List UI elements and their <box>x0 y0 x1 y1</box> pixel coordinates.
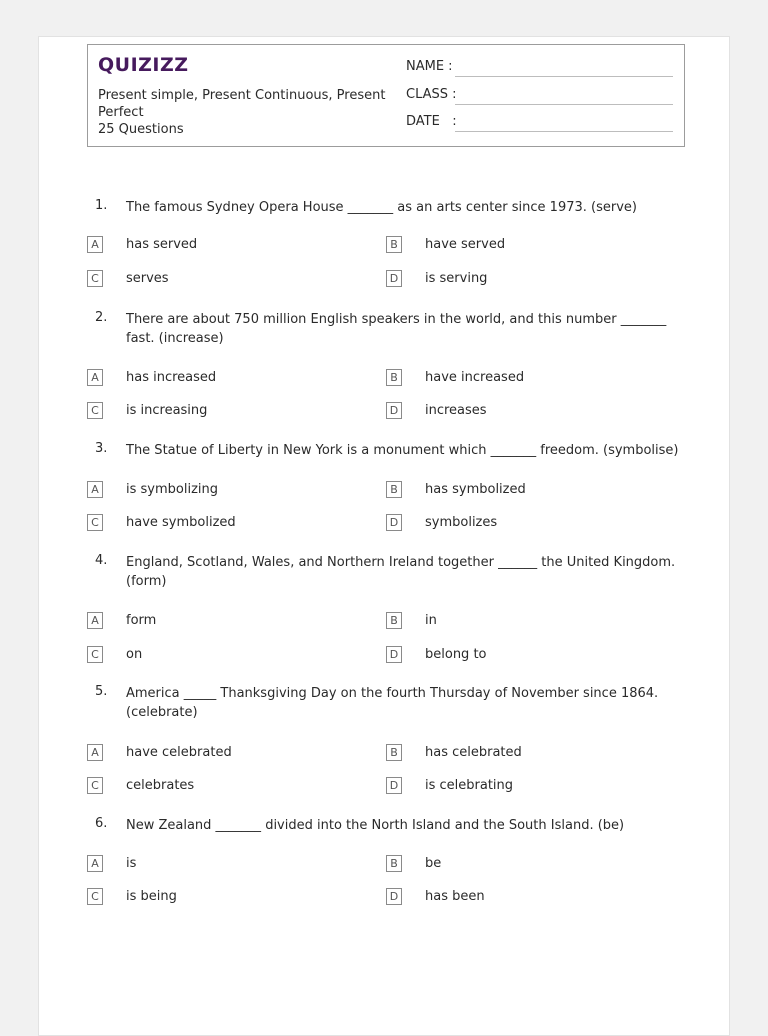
option-letter-box: D <box>386 777 402 794</box>
quizizz-logo: QUIZIZZ <box>98 54 189 76</box>
option-text: is serving <box>425 271 488 286</box>
option-letter-box: B <box>386 369 402 386</box>
option-letter-box: A <box>87 612 103 629</box>
option-letter-box: C <box>87 888 103 905</box>
question-number: 6. <box>95 816 108 831</box>
question-text: There are about 750 million English speakers in the world, and this number _______ fast. (increase) <box>126 312 667 346</box>
question-number: 1. <box>95 198 108 213</box>
option-letter-box: A <box>87 744 103 761</box>
worksheet-page <box>38 36 730 1036</box>
name-label: NAME : <box>406 59 453 74</box>
option-text: has celebrated <box>425 745 522 760</box>
worksheet-title: Present simple, Present Continuous, Present Perfect <box>98 88 386 120</box>
option-text: have increased <box>425 370 525 385</box>
option-text: is symbolizing <box>126 482 219 497</box>
option-letter-box: B <box>386 481 402 498</box>
date-label: DATE : <box>406 114 457 129</box>
option-text: have served <box>425 237 506 252</box>
option-letter-box: A <box>87 236 103 253</box>
option-letter-box: D <box>386 646 402 663</box>
worksheet-header <box>87 44 685 147</box>
option-text: increases <box>425 403 487 418</box>
option-text: have symbolized <box>126 515 236 530</box>
option-letter-box: C <box>87 777 103 794</box>
option-letter-box: D <box>386 514 402 531</box>
option-letter-box: C <box>87 514 103 531</box>
question-number: 2. <box>95 310 108 325</box>
option-text: has been <box>425 889 485 904</box>
class-field[interactable] <box>455 104 673 105</box>
option-text: on <box>126 647 143 662</box>
option-letter-box: B <box>386 612 402 629</box>
option-text: in <box>425 613 437 628</box>
option-letter-box: C <box>87 270 103 287</box>
option-letter-box: D <box>386 270 402 287</box>
option-text: form <box>126 613 157 628</box>
option-letter-box: B <box>386 236 402 253</box>
option-text: be <box>425 856 442 871</box>
option-text: have celebrated <box>126 745 232 760</box>
option-letter-box: D <box>386 402 402 419</box>
question-text: America _____ Thanksgiving Day on the fourth Thursday of November since 1864. (celebrate) <box>126 686 659 720</box>
question-text: England, Scotland, Wales, and Northern Ireland together ______ the United Kingdom. (form) <box>126 555 676 589</box>
option-letter-box: A <box>87 369 103 386</box>
option-letter-box: A <box>87 855 103 872</box>
option-letter-box: C <box>87 402 103 419</box>
option-text: symbolizes <box>425 515 498 530</box>
option-letter-box: A <box>87 481 103 498</box>
option-letter-box: C <box>87 646 103 663</box>
option-text: has served <box>126 237 198 252</box>
option-text: belong to <box>425 647 487 662</box>
option-letter-box: B <box>386 855 402 872</box>
option-text: is <box>126 856 137 871</box>
question-number: 3. <box>95 441 108 456</box>
question-number: 4. <box>95 553 108 568</box>
option-text: is celebrating <box>425 778 514 793</box>
question-text: New Zealand _______ divided into the North Island and the South Island. (be) <box>126 818 625 833</box>
option-letter-box: D <box>386 888 402 905</box>
class-label: CLASS : <box>406 87 457 102</box>
date-field[interactable] <box>455 131 673 132</box>
question-text: The Statue of Liberty in New York is a monument which _______ freedom. (symbolise) <box>126 443 679 458</box>
option-text: has increased <box>126 370 217 385</box>
option-text: celebrates <box>126 778 195 793</box>
question-text: The famous Sydney Opera House _______ as an arts center since 1973. (serve) <box>126 200 637 215</box>
question-count: 25 Questions <box>98 122 184 137</box>
name-field[interactable] <box>455 76 673 77</box>
option-text: serves <box>126 271 169 286</box>
option-text: has symbolized <box>425 482 526 497</box>
question-number: 5. <box>95 684 108 699</box>
option-text: is increasing <box>126 403 208 418</box>
option-text: is being <box>126 889 177 904</box>
option-letter-box: B <box>386 744 402 761</box>
